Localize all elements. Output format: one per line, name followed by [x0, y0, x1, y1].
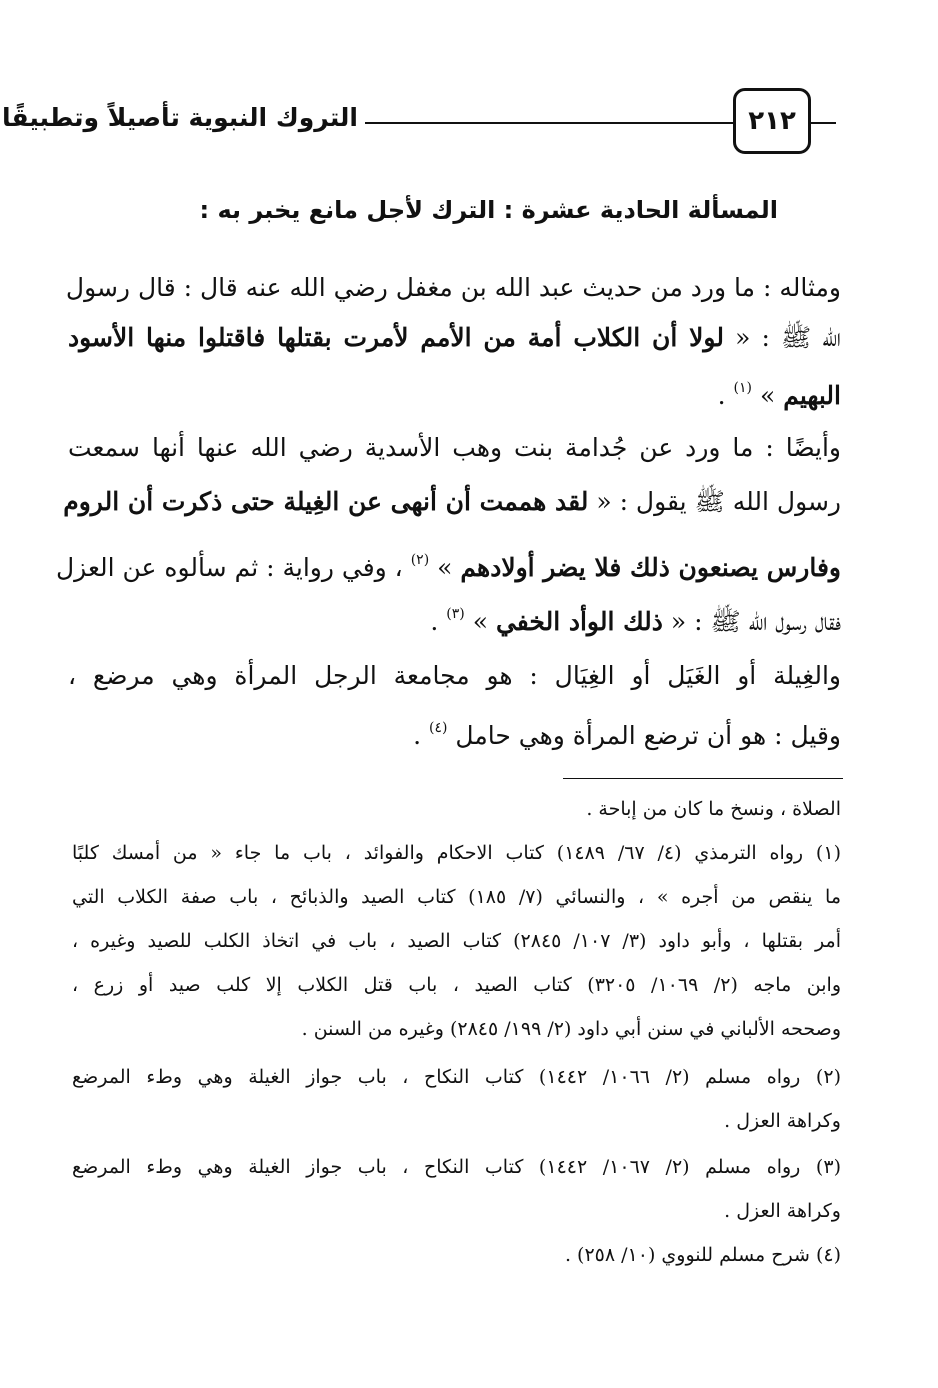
page-number: ٢١٢: [733, 88, 811, 154]
paragraph-text: رسول الله ﷺ يقول : «: [588, 487, 841, 516]
paragraph-text: وأيضًا : ما ورد عن جُدامة بنت وهب الأسدية رضي الله عنها أنها سمعت: [68, 433, 841, 462]
footnote-1-line-4: وابن ماجه (٢/ ١٠٦٩/ ٣٢٠٥) كتاب الصيد ، باب قتل الكلاب إلا كلب صيد أو زرع ،: [72, 974, 841, 996]
footnote-1-line-1: (١) رواه الترمذي (٤/ ٦٧/ ١٤٨٩) كتاب الاحكام والفوائد ، باب ما جاء « من أمسك كلبًا: [72, 842, 841, 864]
footnote-ref: (٢): [410, 552, 430, 568]
hadith-quote: ذلك الوأد الخفي: [495, 607, 663, 636]
paragraph-2-line-3: [56, 540, 841, 588]
section-heading: المسألة الحادية عشرة : الترك لأجل مانع يخبر به :: [199, 196, 778, 224]
footnote-3-line-1: (٣) رواه مسلم (٢/ ١٠٦٧/ ١٤٤٢) كتاب النكاح ، باب جواز الغيلة وهي وطء المرضع: [72, 1156, 841, 1178]
paragraph-text: الله ﷺ : «: [723, 323, 841, 352]
paragraph-text: والغِيلة أو الغَيَل أو الغِيَال : هو مجامعة الرجل المرأة وهي مرضع ،: [68, 661, 841, 690]
paragraph-text: وقيل : هو أن ترضع المرأة وهي حامل: [455, 721, 841, 750]
footnote-ref: (٤): [428, 720, 448, 736]
paragraph-text: »: [472, 607, 496, 636]
hadith-quote: لولا أن الكلاب أمة من الأمم لأمرت بقتلها فاقتلوا منها الأسود: [68, 323, 724, 352]
footnote-ref: (٣): [446, 606, 465, 622]
paragraph-text: فقال رسول الله ﷺ : «: [662, 607, 841, 636]
paragraph-3-line-2: [413, 708, 841, 756]
footnote-carryover: الصلاة ، ونسخ ما كان من إباحة .: [586, 798, 841, 820]
footnote-1-line-5: وصححه الألباني في سنن أبي داود (٢/ ١٩٩/ ٢٨٤٥) وغيره من السنن .: [301, 1018, 841, 1040]
paragraph-text: .: [717, 381, 734, 410]
paragraph-text: ، وفي رواية : ثم سألوه عن العزل: [56, 553, 411, 582]
paragraph-1-line-2: [68, 318, 841, 358]
paragraph-2-line-4: [430, 594, 841, 642]
paragraph-1-line-1: [65, 268, 841, 308]
footnote-3-line-2: وكراهة العزل .: [724, 1200, 841, 1222]
footnote-1-line-3: أمر بقتلها ، وأبو داود (٣/ ١٠٧/ ٢٨٤٥) كتاب الصيد ، باب في اتخاذ الكلب للصيد وغيره ،: [72, 930, 841, 952]
footnote-1-line-2: ما ينقص من أجره » ، والنسائي (٧/ ١٨٥) كتاب الصيد والذبائح ، باب صفة الكلاب التي: [72, 886, 842, 908]
paragraph-text: »: [437, 553, 461, 582]
paragraph-1-line-3: [718, 368, 841, 416]
paragraph-2-line-2: [63, 482, 841, 522]
paragraph-text: .: [430, 607, 447, 636]
paragraph-2-line-1: [68, 428, 841, 468]
running-title: التروك النبوية تأصيلاً وتطبيقًا: [1, 103, 358, 132]
paragraph-3-line-1: [68, 656, 841, 696]
paragraph-text: .: [413, 721, 429, 750]
footnote-2-line-1: (٢) رواه مسلم (٢/ ١٠٦٦/ ١٤٤٢) كتاب النكاح ، باب جواز الغيلة وهي وطء المرضع: [72, 1066, 841, 1088]
hadith-quote: وفارس يصنعون ذلك فلا يضر أولادهم: [460, 553, 841, 582]
hadith-quote: البهيم: [783, 381, 841, 410]
hadith-quote: لقد هممت أن أنهى عن الغِيلة حتى ذكرت أن الروم: [63, 487, 589, 516]
paragraph-text: ومثاله : ما ورد من حديث عبد الله بن مغفل رضي الله عنه قال : قال رسول: [65, 273, 841, 302]
footnote-separator: [563, 778, 843, 779]
footnote-4: (٤) شرح مسلم للنووي (١٠/ ٢٥٨) .: [564, 1244, 841, 1266]
paragraph-text: »: [759, 381, 784, 410]
header-rule-right: [810, 122, 836, 124]
footnote-2-line-2: وكراهة العزل .: [724, 1110, 841, 1132]
footnote-ref: (١): [733, 380, 752, 396]
header-rule: [365, 122, 735, 124]
